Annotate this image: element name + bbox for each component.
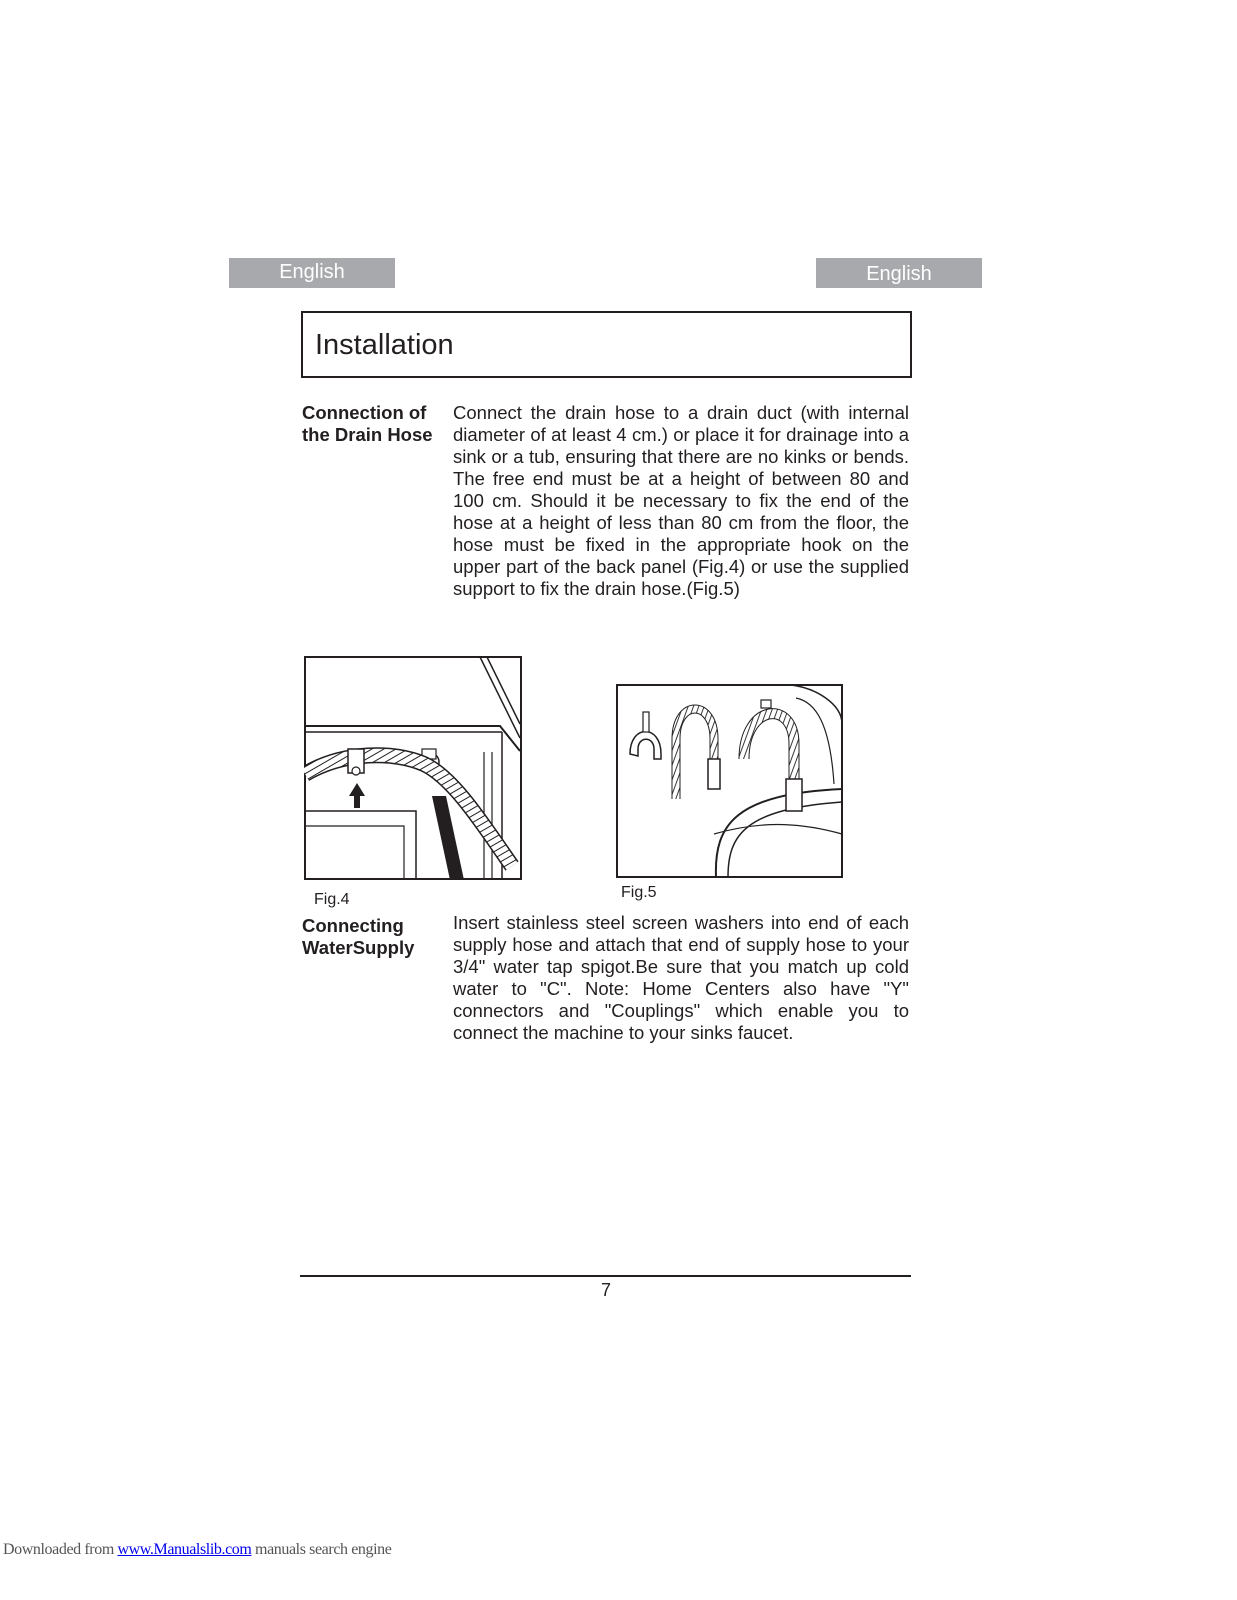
drain-hose-heading-line2: the Drain Hose [302,424,433,445]
water-supply-text: Insert stainless steel screen washers into end of each supply hose and attach that end of supply hose to your 3/4" water tap spigot.Be sure that you match up cold water to "C". Note: Home Centers also have "Y" connectors and "Couplings" which enable you to connect the machine to your sinks faucet. [453,912,909,1043]
manualslib-link[interactable]: www.Manualslib.com [117,1541,252,1558]
drain-hose-heading [302,402,433,446]
language-tab-right: English [816,258,982,288]
page-title: Installation [315,329,454,361]
drain-hose-text: Connect the drain hose to a drain duct (with internal diameter of at least 4 cm.) or place it for drainage into a sink or a tub, ensuring that there are no kinks or bends. The free end must be at a height of between 80 and 100 cm. Should it be necessary to fix the end of the hose at a height of less than 80 cm from the floor, the hose must be fixed in the appropriate hook on the upper part of the back panel (Fig.4) or use the supplied support to fix the drain hose.(Fig.5) [453,402,909,599]
fig4-drain-hose-back-panel [304,656,522,880]
drain-hose-heading-line1: Connection of [302,402,427,423]
fig5-drain-hose-support [616,684,843,878]
fig4-caption: Fig.4 [314,891,350,908]
water-supply-heading-line2: WaterSupply [302,937,415,958]
page-number: 7 [600,1280,611,1300]
footer-rule [300,1275,911,1277]
download-footer [3,1541,391,1559]
fig5-caption: Fig.5 [621,884,657,901]
language-tab-left: English [229,258,395,288]
footer-prefix: Downloaded from [3,1541,118,1558]
footer-suffix: manuals search engine [251,1541,392,1558]
water-supply-heading-line1: Connecting [302,915,404,936]
section-title-box [301,311,912,378]
water-supply-heading [302,915,414,959]
